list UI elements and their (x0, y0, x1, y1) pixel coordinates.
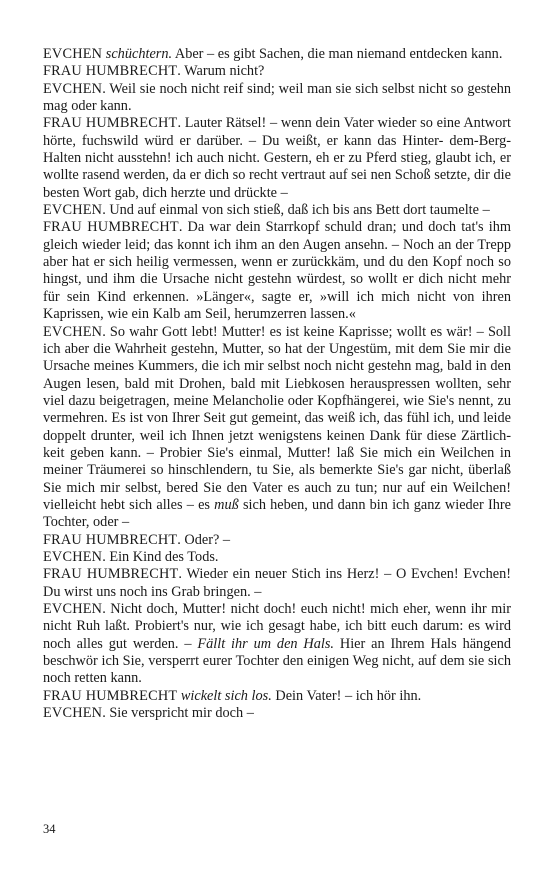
speaker-name: EVCHEN (43, 80, 103, 97)
dialogue-paragraph (43, 202, 511, 219)
dialogue-text: sich heben, und dann bin ich ganz wieder Ihre Tochter, oder – (43, 496, 511, 531)
speaker-name: EVCHEN (43, 601, 103, 617)
dialogue-text: . Wieder ein neuer Stich ins Herz! – O Evchen! Evchen! Du wirst uns noch ins Grab bringen. – (43, 566, 511, 600)
stage-direction: schüchtern. (105, 46, 173, 62)
speaker-name: FRAU HUMBRECHT (43, 219, 179, 236)
dialogue-text: . Warum nicht? (177, 63, 265, 80)
page-number: 34 (43, 822, 56, 836)
dialogue-paragraph (43, 219, 511, 323)
speaker-name: EVCHEN (43, 46, 103, 62)
speaker-name: FRAU HUMBRECHT (43, 566, 179, 583)
dialogue-paragraph (43, 63, 511, 80)
speaker-name: EVCHEN (43, 202, 103, 219)
dialogue-text: . Weil sie noch nicht reif sind; weil man sie sich selbst nicht so gestehn mag oder kann. (43, 80, 511, 115)
dialogue-paragraph (43, 324, 511, 532)
dialogue-paragraph (43, 46, 511, 63)
dialogue-paragraph (43, 688, 511, 705)
dialogue-text: Dein Vater! – ich hör ihn. (271, 687, 422, 704)
dialogue-paragraph (43, 601, 511, 688)
speaker-name: EVCHEN (43, 323, 103, 340)
dialogue-text: Aber – es gibt Sachen, die man niemand entdecken kann. (172, 46, 503, 62)
dialogue-paragraph (43, 81, 511, 116)
speaker-name: EVCHEN (43, 548, 103, 565)
dialogue-text: . Oder? – (177, 531, 231, 548)
speaker-name: FRAU HUMBRECHT (43, 687, 178, 704)
stage-direction: muß (214, 496, 239, 513)
speaker-name: FRAU HUMBRECHT (43, 115, 178, 132)
dialogue-text: . Da war dein Starrkopf schuld dran; und doch tat's ihm gleich wieder leid; das konnt ich ihm an den Augen ansehn. – Noch an der Trepp aber hat er sich heilig vermessen, wenn er zurückkäm, und du den Kopf noch so hingst, und ihm die Ursache nicht gestehn würdest, so wollt er dich nicht mehr für sein Kind erkennen. »Länger«, sagte er, »will ich mich nicht von ihren Kaprissen, wie ein Kalb am Seil, herumzerren lassen.« (43, 219, 511, 323)
dialogue-text: . Nicht doch, Mutter! nicht doch! euch nicht! mich eher, wenn ihr mir nicht Ruh laßt. Probiert's nur, wie ich gesagt habe, ich bitt euch darum: es wird noch alles gut werden. – (43, 601, 511, 652)
dialogue-text: . Ein Kind des Tods. (102, 548, 219, 565)
speaker-name: FRAU HUMBRECHT (43, 63, 178, 80)
dialogue-paragraph (43, 549, 511, 566)
dialogue-paragraph (43, 532, 511, 549)
dialogue-text: . So wahr Gott lebt! Mutter! es ist keine Kaprisse; wollt es wär! – Soll ich aber die Wahrheit gestehn, Mutter, so hat der Ungestüm, mit dem Sie mir die Ursache meines Kummers, die ich mir selbst noch nicht gestehn mag, bald in den Augen lesen, bald mit Drohen, bald mit Liebkosen herauspressen wollten, sehr viel dazu beigetragen, meine Melancholie oder Kopfhängerei, wie Sie's nennt, zu vermehren. Es ist von Ihrer Seit gut gemeint, das weiß ich, das fühl ich, und leide doppelt drunter, weil ich Ihnen jetzt wenigstens keinen Dank für diese Zärtlichkeit geben kann. – Probier Sie's einmal, Mutter! laß Sie mich ein Weilchen in meiner Träumerei so hinschlendern, tu Sie, als bemerkte Sie's gar nicht, überlaß Sie mich mir selbst, bered Sie den Vater es auch zu tun; nur auf ein Weilchen! vielleicht hebt sich alles – es (43, 323, 511, 513)
dialogue-text: . Sie verspricht mir doch – (102, 705, 254, 722)
speaker-name: EVCHEN (43, 705, 103, 722)
stage-direction: Fällt ihr um den Hals. (197, 635, 335, 652)
dialogue-paragraph (43, 115, 511, 202)
dialogue-paragraph (43, 705, 511, 722)
dialogue-text: Hier an Ihrem Hals hängend beschwör ich Sie, versperrt eurer Tochter den einigen Weg nicht, auf dem sie sich noch retten kann. (43, 635, 512, 687)
dialogue-text: . Lauter Rätsel! – wenn dein Vater wieder so eine Antwort hörte, fuchswild würd er darüber. – Du weißt, er kann das Hinter- dem-Berg-Halten nicht ausstehn! ich auch nicht. Gestern, eh er zu Pferd stieg, glaubt ich, er wollte rasend werden, da er dich so recht vertraut auf sei nen Schoß setzte, dir die besten Wort gab, dich herzte und drückte – (43, 115, 511, 201)
page-body (43, 46, 511, 722)
dialogue-text: . Und auf einmal von sich stieß, daß ich bis ans Bett dort taumelte – (102, 202, 490, 219)
speaker-name: FRAU HUMBRECHT (43, 531, 178, 548)
stage-direction: wickelt sich los. (180, 687, 272, 704)
dialogue-paragraph (43, 566, 511, 601)
